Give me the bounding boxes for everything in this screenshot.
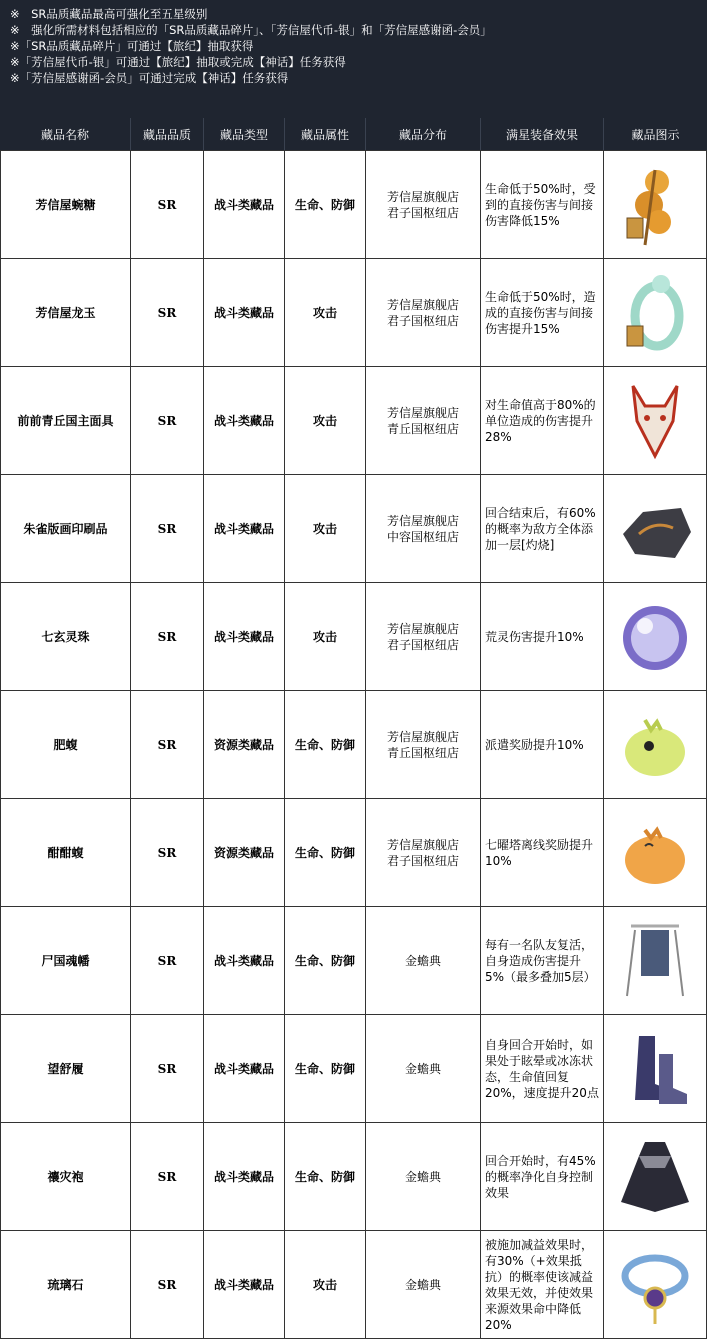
item-attr: 攻击 (284, 475, 365, 582)
table-row (0, 1231, 707, 1339)
item-effect: 回合开始时，有45%的概率净化自身控制效果 (480, 1123, 603, 1230)
item-effect: 回合结束后，有60%的概率为敌方全体添加一层[灼烧] (480, 475, 603, 582)
dist-line-1: 金蟾典 (404, 1277, 441, 1292)
item-quality: SR (130, 475, 203, 582)
dist-line-2: 中容国枢纽店 (386, 529, 459, 544)
banner-icon (603, 907, 707, 1014)
header-image: 藏品图示 (603, 118, 707, 150)
cloak-icon (603, 1123, 707, 1230)
item-quality: SR (130, 259, 203, 366)
item-attr: 攻击 (284, 259, 365, 366)
dist-line-2: 君子国枢纽店 (386, 205, 459, 220)
dist-line-2: 青丘国枢纽店 (386, 421, 459, 436)
note-line: ※ SR品质藏品最高可强化至五星级别 (10, 7, 208, 21)
item-effect: 自身回合开始时，如果处于眩晕或冰冻状态，生命值回复20%，速度提升20点 (480, 1015, 603, 1122)
item-type: 战斗类藏品 (203, 1123, 284, 1230)
item-attr: 攻击 (284, 583, 365, 690)
item-type: 战斗类藏品 (203, 583, 284, 690)
table-row (0, 151, 707, 259)
item-type: 资源类藏品 (203, 691, 284, 798)
item-name: 芳信屋蜿糖 (0, 151, 130, 258)
item-quality: SR (130, 151, 203, 258)
dist-line-1: 芳信屋旗舰店 (386, 729, 459, 744)
item-quality: SR (130, 691, 203, 798)
boots-icon (603, 1015, 707, 1122)
green-blob-icon (603, 691, 707, 798)
collection-table (0, 150, 707, 1339)
table-row (0, 1015, 707, 1123)
spirit-orb-icon (603, 583, 707, 690)
dist-line-2: 君子国枢纽店 (386, 637, 459, 652)
note-line: ※「SR品质藏品碎片」可通过【旅纪】抽取获得 (10, 39, 254, 53)
table-row (0, 367, 707, 475)
item-name: 朱雀版画印刷品 (0, 475, 130, 582)
item-attr: 生命、防御 (284, 799, 365, 906)
table-row (0, 259, 707, 367)
note-line: ※「芳信屋感谢函-会员」可通过完成【神话】任务获得 (10, 71, 289, 85)
item-quality: SR (130, 1123, 203, 1230)
item-dist (365, 691, 480, 798)
table-row (0, 475, 707, 583)
print-stone-icon (603, 475, 707, 582)
item-effect: 对生命值高于80%的单位造成的伤害提升28% (480, 367, 603, 474)
item-name: 前前青丘国主面具 (0, 367, 130, 474)
table-row (0, 583, 707, 691)
item-type: 资源类藏品 (203, 799, 284, 906)
header-attr: 藏品属性 (284, 118, 365, 150)
item-attr: 生命、防御 (284, 907, 365, 1014)
dist-line-1: 金蟾典 (404, 1169, 441, 1184)
item-quality: SR (130, 799, 203, 906)
item-effect: 荒灵伤害提升10% (480, 583, 603, 690)
item-type: 战斗类藏品 (203, 1231, 284, 1338)
item-effect: 派遣奖励提升10% (480, 691, 603, 798)
item-type: 战斗类藏品 (203, 367, 284, 474)
item-dist (365, 367, 480, 474)
table-row (0, 1123, 707, 1231)
item-name: 禳灾袍 (0, 1123, 130, 1230)
dist-line-1: 金蟾典 (404, 953, 441, 968)
dist-line-1: 芳信屋旗舰店 (386, 513, 459, 528)
table-row (0, 799, 707, 907)
item-effect: 生命低于50%时，受到的直接伤害与间接伤害降低15% (480, 151, 603, 258)
item-attr: 生命、防御 (284, 691, 365, 798)
notes-panel (0, 0, 707, 118)
item-attr: 生命、防御 (284, 1015, 365, 1122)
item-name: 望舒履 (0, 1015, 130, 1122)
fox-mask-icon (603, 367, 707, 474)
item-dist (365, 259, 480, 366)
item-quality: SR (130, 1015, 203, 1122)
dist-line-1: 芳信屋旗舰店 (386, 621, 459, 636)
dist-line-2: 君子国枢纽店 (386, 313, 459, 328)
item-dist (365, 583, 480, 690)
item-type: 战斗类藏品 (203, 1015, 284, 1122)
dist-line-1: 芳信屋旗舰店 (386, 837, 459, 852)
header-dist: 藏品分布 (365, 118, 480, 150)
amulet-icon (603, 1231, 707, 1338)
item-dist (365, 907, 480, 1014)
item-dist (365, 1123, 480, 1230)
item-name: 芳信屋龙玉 (0, 259, 130, 366)
item-quality: SR (130, 367, 203, 474)
item-effect: 被施加减益效果时，有30%（+效果抵抗）的概率使该减益效果无效，并使效果来源效果命中降低20% (480, 1231, 603, 1338)
item-dist (365, 151, 480, 258)
item-name: 尸国魂幡 (0, 907, 130, 1014)
item-dist (365, 799, 480, 906)
item-attr: 生命、防御 (284, 1123, 365, 1230)
item-effect: 每有一名队友复活，自身造成伤害提升5%（最多叠加5层） (480, 907, 603, 1014)
note-line: ※ 强化所需材料包括相应的「SR品质藏品碎片」、「芳信屋代币-银」和「芳信屋感谢函-会员」 (10, 23, 492, 37)
item-name: 酣酣蝮 (0, 799, 130, 906)
item-name: 肥蝮 (0, 691, 130, 798)
header-effect: 满星装备效果 (480, 118, 603, 150)
item-type: 战斗类藏品 (203, 259, 284, 366)
item-dist (365, 475, 480, 582)
item-quality: SR (130, 907, 203, 1014)
item-attr: 攻击 (284, 1231, 365, 1338)
header-quality: 藏品品质 (130, 118, 203, 150)
jade-dragon-icon (603, 259, 707, 366)
item-quality: SR (130, 583, 203, 690)
item-attr: 生命、防御 (284, 151, 365, 258)
item-type: 战斗类藏品 (203, 475, 284, 582)
item-quality: SR (130, 1231, 203, 1338)
table-header (0, 118, 707, 150)
item-effect: 七曜塔离线奖励提升10% (480, 799, 603, 906)
orange-blob-icon (603, 799, 707, 906)
note-line: ※「芳信屋代币-银」可通过【旅纪】抽取或完成【神话】任务获得 (10, 55, 346, 69)
item-dist (365, 1015, 480, 1122)
dist-line-1: 芳信屋旗舰店 (386, 405, 459, 420)
item-type: 战斗类藏品 (203, 907, 284, 1014)
table-row (0, 907, 707, 1015)
header-name: 藏品名称 (40, 127, 89, 142)
item-dist (365, 1231, 480, 1338)
item-type: 战斗类藏品 (203, 151, 284, 258)
header-type: 藏品类型 (203, 118, 284, 150)
item-name: 七玄灵珠 (0, 583, 130, 690)
dist-line-1: 金蟾典 (404, 1061, 441, 1076)
table-row (0, 691, 707, 799)
dist-line-2: 青丘国枢纽店 (386, 745, 459, 760)
item-name: 琉璃石 (0, 1231, 130, 1338)
item-effect: 生命低于50%时，造成的直接伤害与间接伤害提升15% (480, 259, 603, 366)
dist-line-1: 芳信屋旗舰店 (386, 297, 459, 312)
item-attr: 攻击 (284, 367, 365, 474)
dist-line-2: 君子国枢纽店 (386, 853, 459, 868)
candy-gourd-icon (603, 151, 707, 258)
dist-line-1: 芳信屋旗舰店 (386, 189, 459, 204)
